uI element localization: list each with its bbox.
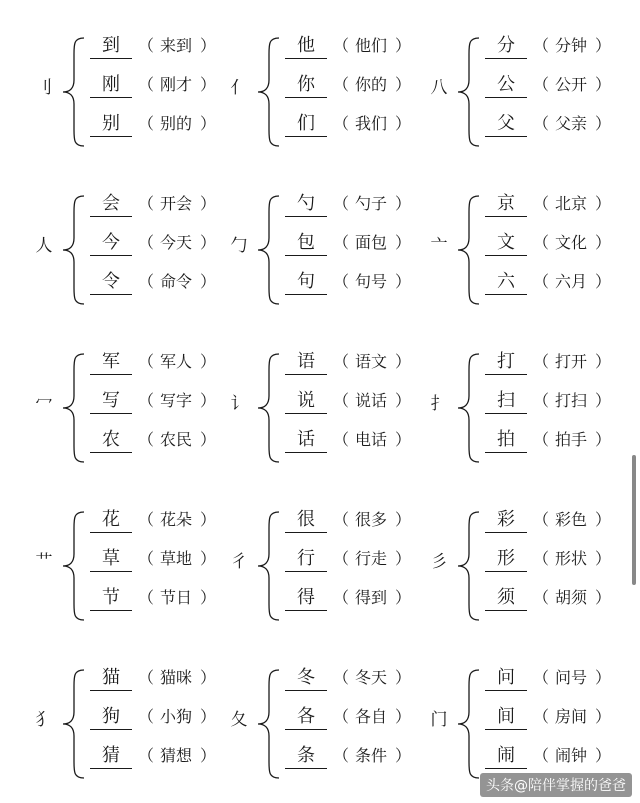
brace	[455, 36, 481, 148]
radical-label: 亠	[430, 236, 448, 256]
character: 会	[90, 192, 132, 217]
close-paren: ）	[200, 510, 217, 529]
open-paren: （	[138, 352, 155, 371]
close-paren: ）	[200, 75, 217, 94]
character: 语	[285, 350, 327, 375]
close-paren: ）	[200, 430, 217, 449]
character: 打	[485, 350, 527, 375]
brace	[455, 352, 481, 464]
close-paren: ）	[595, 114, 612, 133]
close-paren: ）	[595, 588, 612, 607]
close-paren: ）	[595, 75, 612, 94]
radical-group	[225, 504, 425, 634]
open-paren: （	[533, 352, 550, 371]
radical-group	[425, 188, 625, 318]
open-paren: （	[333, 75, 350, 94]
example-word	[138, 34, 217, 58]
close-paren: ）	[395, 391, 412, 410]
brace	[455, 668, 481, 780]
open-paren: （	[333, 391, 350, 410]
radical-group	[425, 504, 625, 634]
character: 公	[485, 73, 527, 98]
brace	[60, 352, 86, 464]
radical-group	[30, 346, 230, 476]
open-paren: （	[533, 272, 550, 291]
word-text: 节日	[159, 588, 192, 607]
open-paren: （	[333, 707, 350, 726]
word-text: 胡须	[554, 588, 587, 607]
example-word	[333, 112, 412, 136]
example-word	[333, 389, 412, 413]
radical-group	[30, 662, 230, 792]
close-paren: ）	[200, 549, 217, 568]
example-word	[333, 231, 412, 255]
open-paren: （	[533, 588, 550, 607]
word-text: 北京	[554, 194, 587, 213]
character: 包	[285, 231, 327, 256]
example-word	[138, 705, 217, 729]
close-paren: ）	[395, 668, 412, 687]
open-paren: （	[533, 430, 550, 449]
close-paren: ）	[200, 36, 217, 55]
close-paren: ）	[200, 233, 217, 252]
character: 问	[485, 666, 527, 691]
word-text: 命令	[159, 272, 192, 291]
close-paren: ）	[395, 549, 412, 568]
open-paren: （	[138, 114, 155, 133]
character: 花	[90, 508, 132, 533]
character: 间	[485, 705, 527, 730]
close-paren: ）	[395, 746, 412, 765]
close-paren: ）	[395, 75, 412, 94]
close-paren: ）	[595, 510, 612, 529]
character: 节	[90, 586, 132, 611]
open-paren: （	[138, 668, 155, 687]
open-paren: （	[533, 233, 550, 252]
close-paren: ）	[200, 272, 217, 291]
brace	[255, 352, 281, 464]
example-word	[533, 705, 612, 729]
character: 农	[90, 428, 132, 453]
word-text: 猜想	[159, 746, 192, 765]
example-word	[333, 192, 412, 216]
radical-label: 彳	[230, 552, 248, 572]
example-word	[333, 270, 412, 294]
word-text: 别的	[159, 114, 192, 133]
brace	[255, 194, 281, 306]
character: 军	[90, 350, 132, 375]
example-word	[533, 428, 612, 452]
example-word	[533, 586, 612, 610]
word-text: 父亲	[554, 114, 587, 133]
open-paren: （	[138, 549, 155, 568]
example-word	[533, 508, 612, 532]
example-word	[333, 586, 412, 610]
brace	[60, 510, 86, 622]
character: 条	[285, 744, 327, 769]
character: 今	[90, 231, 132, 256]
character: 句	[285, 270, 327, 295]
open-paren: （	[138, 588, 155, 607]
close-paren: ）	[395, 272, 412, 291]
radical-label: 讠	[230, 394, 248, 414]
radical-group	[425, 30, 625, 160]
character: 京	[485, 192, 527, 217]
word-text: 六月	[554, 272, 587, 291]
word-text: 得到	[354, 588, 387, 607]
word-text: 句号	[354, 272, 387, 291]
word-text: 我们	[354, 114, 387, 133]
scrollbar[interactable]	[632, 455, 636, 585]
character: 写	[90, 389, 132, 414]
open-paren: （	[138, 430, 155, 449]
radical-label: 八	[430, 78, 448, 98]
character: 到	[90, 34, 132, 59]
close-paren: ）	[595, 194, 612, 213]
close-paren: ）	[395, 430, 412, 449]
example-word	[533, 744, 612, 768]
radical-group	[225, 30, 425, 160]
example-word	[333, 34, 412, 58]
character: 猫	[90, 666, 132, 691]
word-text: 很多	[354, 510, 387, 529]
character: 狗	[90, 705, 132, 730]
brace	[455, 194, 481, 306]
open-paren: （	[333, 36, 350, 55]
word-text: 他们	[354, 36, 387, 55]
open-paren: （	[333, 430, 350, 449]
open-paren: （	[138, 36, 155, 55]
watermark: 头条@陪伴掌握的爸爸	[480, 773, 632, 797]
example-word	[333, 547, 412, 571]
close-paren: ）	[395, 588, 412, 607]
close-paren: ）	[595, 549, 612, 568]
close-paren: ）	[595, 352, 612, 371]
example-word	[533, 270, 612, 294]
example-word	[533, 350, 612, 374]
open-paren: （	[138, 75, 155, 94]
radical-label: 勹	[230, 236, 248, 256]
radical-label: 人	[35, 236, 53, 256]
close-paren: ）	[595, 391, 612, 410]
word-text: 冬天	[354, 668, 387, 687]
word-text: 来到	[159, 36, 192, 55]
open-paren: （	[138, 233, 155, 252]
close-paren: ）	[595, 746, 612, 765]
open-paren: （	[533, 746, 550, 765]
open-paren: （	[333, 272, 350, 291]
radical-label: 亻	[230, 78, 248, 98]
open-paren: （	[333, 194, 350, 213]
character: 别	[90, 112, 132, 137]
word-text: 彩色	[554, 510, 587, 529]
radical-label: 扌	[430, 394, 448, 414]
example-word	[138, 508, 217, 532]
open-paren: （	[333, 510, 350, 529]
character: 六	[485, 270, 527, 295]
character: 闹	[485, 744, 527, 769]
word-text: 问号	[554, 668, 587, 687]
character: 形	[485, 547, 527, 572]
brace	[60, 194, 86, 306]
close-paren: ）	[395, 510, 412, 529]
example-word	[333, 73, 412, 97]
word-text: 形状	[554, 549, 587, 568]
word-text: 你的	[354, 75, 387, 94]
character: 彩	[485, 508, 527, 533]
brace	[60, 36, 86, 148]
radical-group	[30, 504, 230, 634]
open-paren: （	[533, 510, 550, 529]
example-word	[138, 270, 217, 294]
example-word	[138, 547, 217, 571]
open-paren: （	[533, 75, 550, 94]
close-paren: ）	[395, 194, 412, 213]
word-text: 打扫	[554, 391, 587, 410]
character: 得	[285, 586, 327, 611]
example-word	[138, 192, 217, 216]
character: 令	[90, 270, 132, 295]
word-text: 面包	[354, 233, 387, 252]
character: 草	[90, 547, 132, 572]
word-text: 文化	[554, 233, 587, 252]
word-text: 农民	[159, 430, 192, 449]
character: 猜	[90, 744, 132, 769]
word-text: 猫咪	[159, 668, 192, 687]
close-paren: ）	[200, 588, 217, 607]
open-paren: （	[333, 114, 350, 133]
open-paren: （	[138, 746, 155, 765]
word-text: 条件	[354, 746, 387, 765]
example-word	[333, 666, 412, 690]
radical-label: 犭	[35, 710, 53, 730]
word-text: 电话	[354, 430, 387, 449]
example-word	[533, 34, 612, 58]
open-paren: （	[533, 194, 550, 213]
close-paren: ）	[595, 707, 612, 726]
close-paren: ）	[200, 352, 217, 371]
example-word	[533, 389, 612, 413]
word-text: 写字	[159, 391, 192, 410]
open-paren: （	[138, 194, 155, 213]
word-text: 军人	[159, 352, 192, 371]
word-text: 公开	[554, 75, 587, 94]
radical-group	[30, 30, 230, 160]
close-paren: ）	[200, 391, 217, 410]
example-word	[138, 231, 217, 255]
word-text: 说话	[354, 391, 387, 410]
close-paren: ）	[395, 233, 412, 252]
word-text: 勺子	[354, 194, 387, 213]
word-text: 闹钟	[554, 746, 587, 765]
word-text: 各自	[354, 707, 387, 726]
word-text: 今天	[159, 233, 192, 252]
open-paren: （	[333, 746, 350, 765]
radical-label: 艹	[35, 552, 53, 572]
example-word	[533, 666, 612, 690]
example-word	[333, 705, 412, 729]
open-paren: （	[138, 707, 155, 726]
example-word	[138, 666, 217, 690]
word-text: 分钟	[554, 36, 587, 55]
open-paren: （	[533, 36, 550, 55]
close-paren: ）	[595, 272, 612, 291]
word-text: 小狗	[159, 707, 192, 726]
radical-group	[225, 346, 425, 476]
character: 须	[485, 586, 527, 611]
character: 说	[285, 389, 327, 414]
close-paren: ）	[200, 707, 217, 726]
brace	[255, 36, 281, 148]
open-paren: （	[333, 352, 350, 371]
word-text: 房间	[554, 707, 587, 726]
brace	[255, 668, 281, 780]
close-paren: ）	[200, 194, 217, 213]
radical-label: 刂	[35, 78, 53, 98]
close-paren: ）	[595, 430, 612, 449]
close-paren: ）	[200, 746, 217, 765]
radical-group	[225, 188, 425, 318]
radical-group	[425, 346, 625, 476]
open-paren: （	[138, 510, 155, 529]
close-paren: ）	[595, 233, 612, 252]
open-paren: （	[533, 114, 550, 133]
radical-group	[30, 188, 230, 318]
brace	[255, 510, 281, 622]
radical-label: 彡	[430, 552, 448, 572]
open-paren: （	[533, 391, 550, 410]
close-paren: ）	[395, 114, 412, 133]
example-word	[533, 231, 612, 255]
close-paren: ）	[200, 668, 217, 687]
brace	[455, 510, 481, 622]
radical-group	[225, 662, 425, 792]
character: 各	[285, 705, 327, 730]
open-paren: （	[333, 668, 350, 687]
open-paren: （	[138, 391, 155, 410]
example-word	[333, 744, 412, 768]
word-text: 花朵	[159, 510, 192, 529]
close-paren: ）	[200, 114, 217, 133]
example-word	[138, 586, 217, 610]
open-paren: （	[533, 707, 550, 726]
example-word	[138, 350, 217, 374]
character: 分	[485, 34, 527, 59]
example-word	[138, 389, 217, 413]
close-paren: ）	[395, 36, 412, 55]
word-text: 草地	[159, 549, 192, 568]
word-text: 行走	[354, 549, 387, 568]
open-paren: （	[138, 272, 155, 291]
example-word	[333, 428, 412, 452]
example-word	[333, 350, 412, 374]
close-paren: ）	[395, 707, 412, 726]
character: 父	[485, 112, 527, 137]
word-text: 拍手	[554, 430, 587, 449]
word-text: 打开	[554, 352, 587, 371]
example-word	[333, 508, 412, 532]
example-word	[138, 428, 217, 452]
example-word	[533, 192, 612, 216]
close-paren: ）	[395, 352, 412, 371]
example-word	[138, 112, 217, 136]
radical-label: 夂	[230, 710, 248, 730]
open-paren: （	[333, 588, 350, 607]
word-text: 语文	[354, 352, 387, 371]
example-word	[533, 547, 612, 571]
radical-label: 冖	[35, 394, 53, 414]
brace	[60, 668, 86, 780]
character: 他	[285, 34, 327, 59]
character: 扫	[485, 389, 527, 414]
character: 行	[285, 547, 327, 572]
radical-label: 门	[430, 710, 448, 730]
character: 话	[285, 428, 327, 453]
character: 你	[285, 73, 327, 98]
open-paren: （	[333, 233, 350, 252]
example-word	[138, 73, 217, 97]
character: 们	[285, 112, 327, 137]
example-word	[533, 112, 612, 136]
word-text: 刚才	[159, 75, 192, 94]
word-text: 开会	[159, 194, 192, 213]
character: 很	[285, 508, 327, 533]
character: 刚	[90, 73, 132, 98]
character: 文	[485, 231, 527, 256]
example-word	[138, 744, 217, 768]
open-paren: （	[533, 549, 550, 568]
character: 勺	[285, 192, 327, 217]
close-paren: ）	[595, 668, 612, 687]
character: 冬	[285, 666, 327, 691]
open-paren: （	[333, 549, 350, 568]
character: 拍	[485, 428, 527, 453]
close-paren: ）	[595, 36, 612, 55]
example-word	[533, 73, 612, 97]
open-paren: （	[533, 668, 550, 687]
